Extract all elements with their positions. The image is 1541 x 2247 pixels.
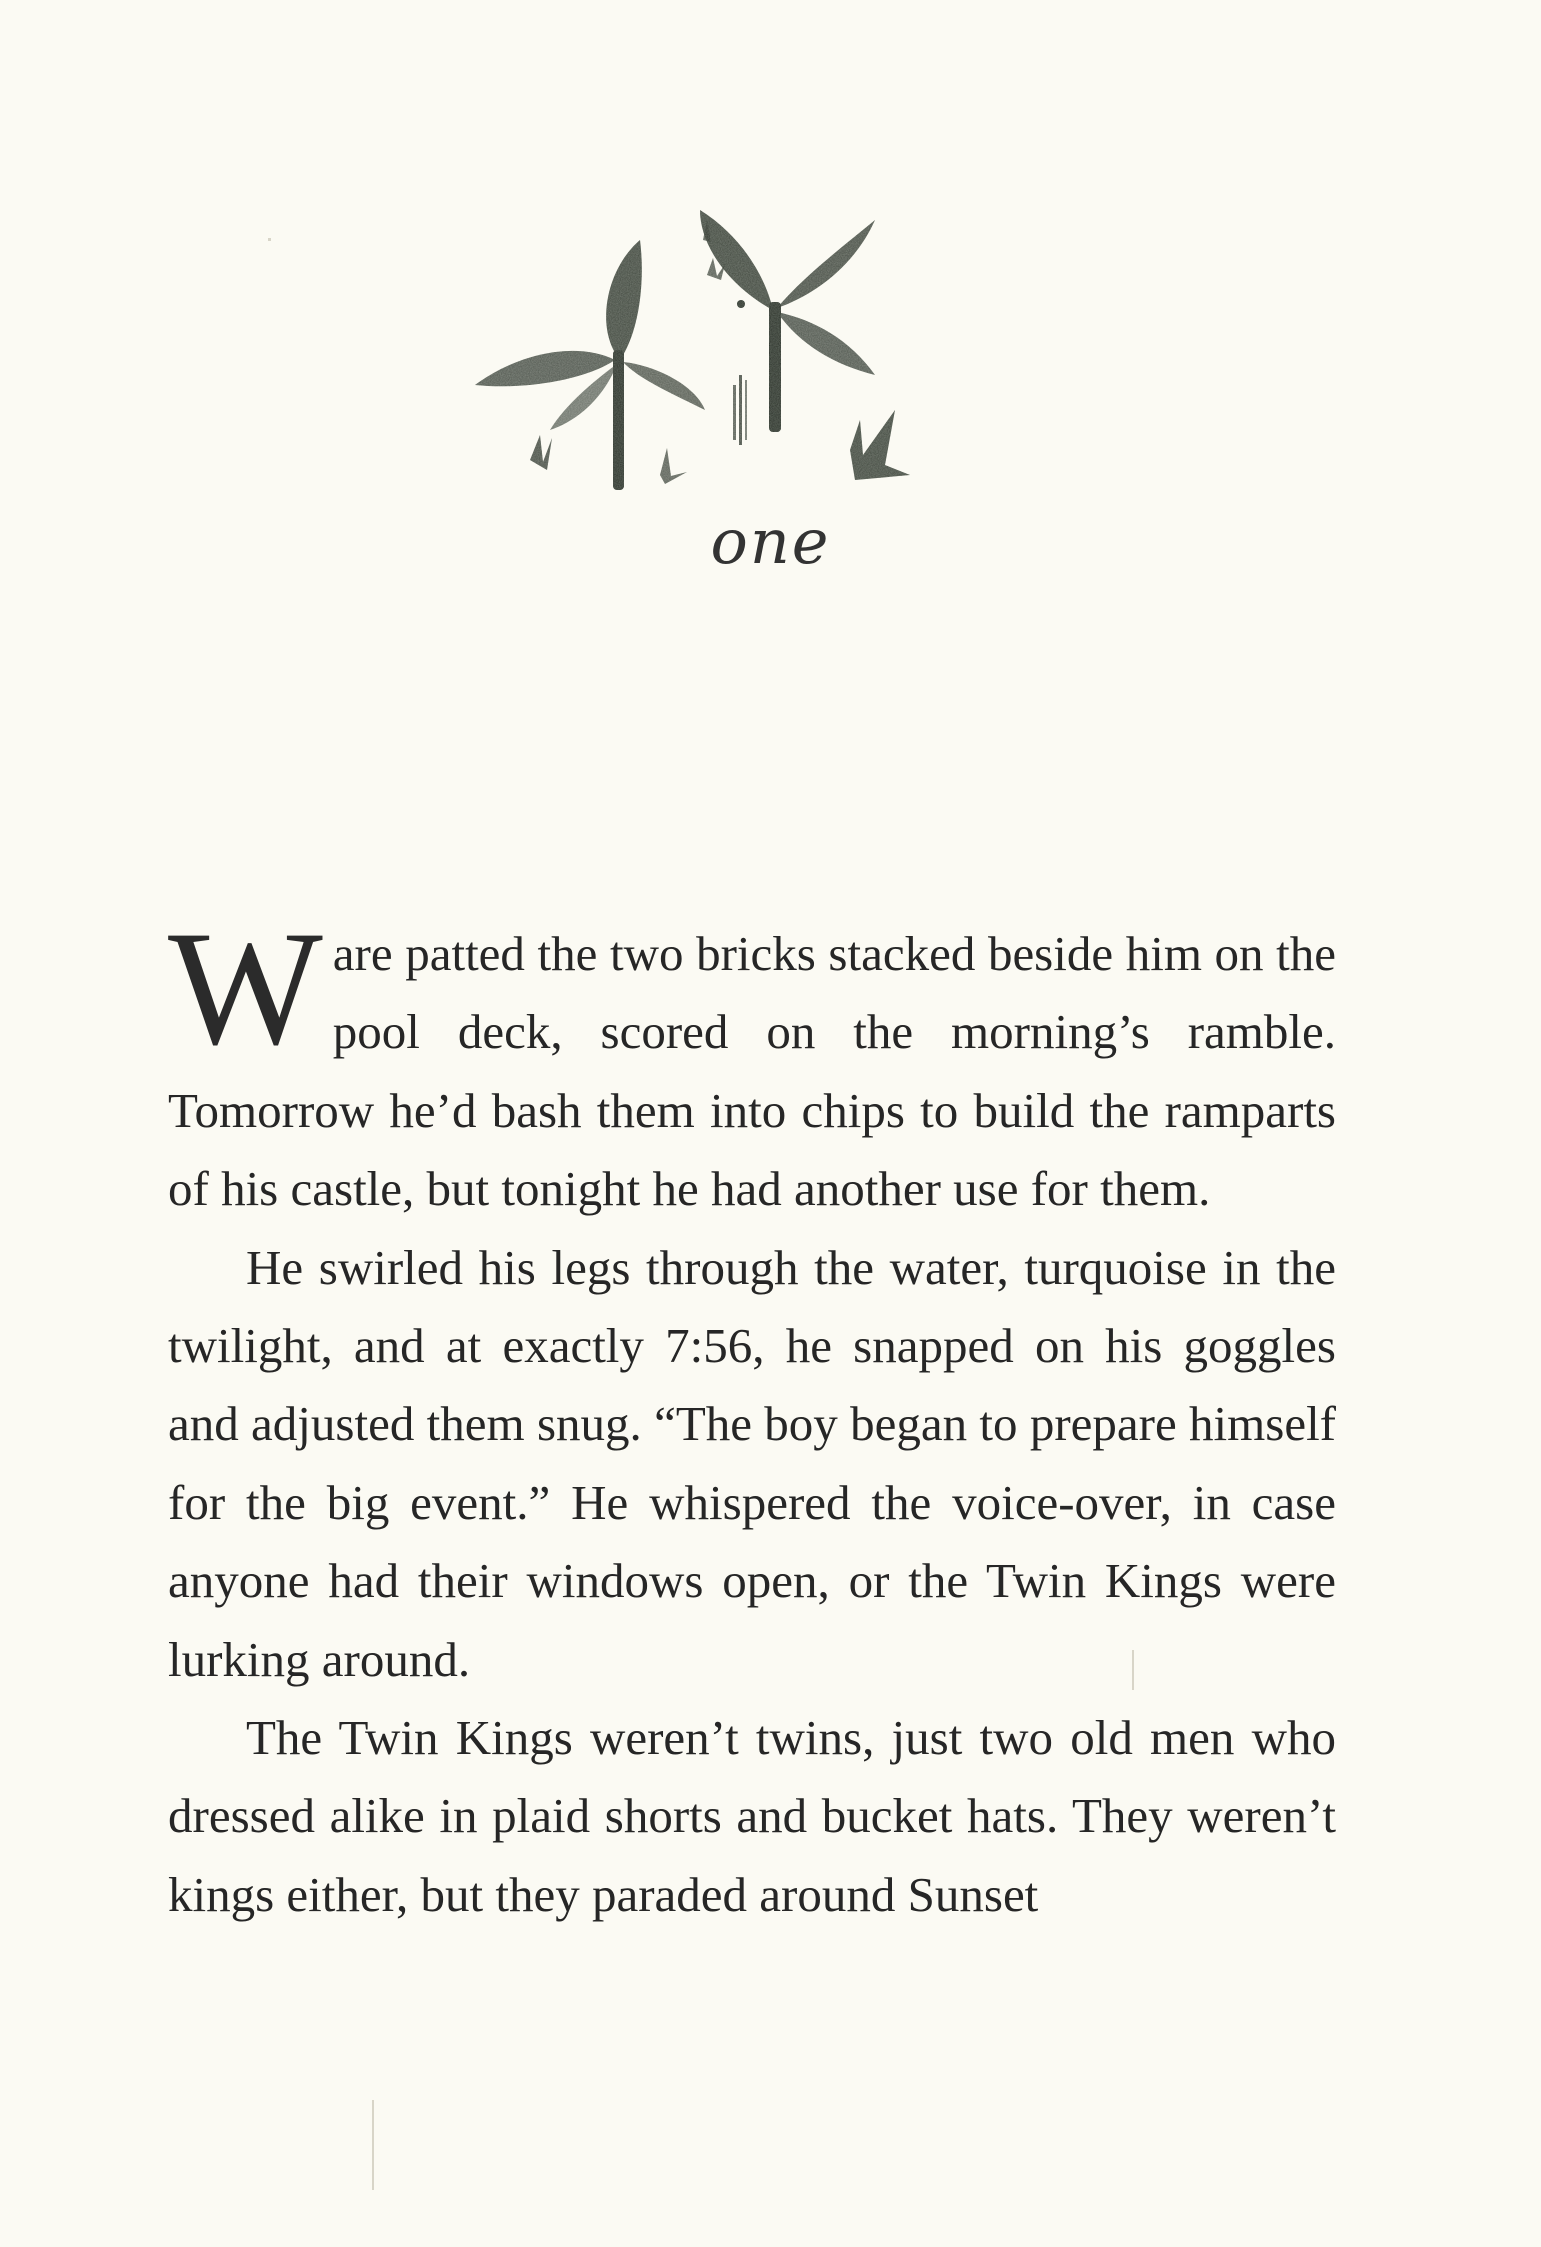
paper-speck [268,238,271,241]
paper-speck [372,2100,374,2190]
paragraph-3: The Twin Kings weren’t twins, just two old men who dressed alike in plaid shorts and bucket hats. They weren’t kings either, but they paraded around Sunset [168,1710,1336,1922]
paragraph-1 [168,898,1336,1229]
chapter-title: one [710,505,831,578]
tropical-plants-illustration [455,180,965,500]
drop-cap: W [168,898,323,1079]
paragraph-1-text: are patted the two bricks stacked beside him on the pool deck, scored on the morning’s ramble. Tomorrow he’d bash them into chips to build the ramparts of his castle, but tonight he had another use for them. [168,926,1336,1217]
paper-speck [1132,1650,1134,1690]
paragraph-2: He swirled his legs through the water, turquoise in the twilight, and at exactly 7:56, he snapped on his goggles and adjusted them snug. “The boy began to prepare himself for the big event.” He whispered the voice-over, in case anyone had their windows open, or the Twin Kings were lurking around. [168,1239,1336,1687]
chapter-body [168,898,1336,1934]
